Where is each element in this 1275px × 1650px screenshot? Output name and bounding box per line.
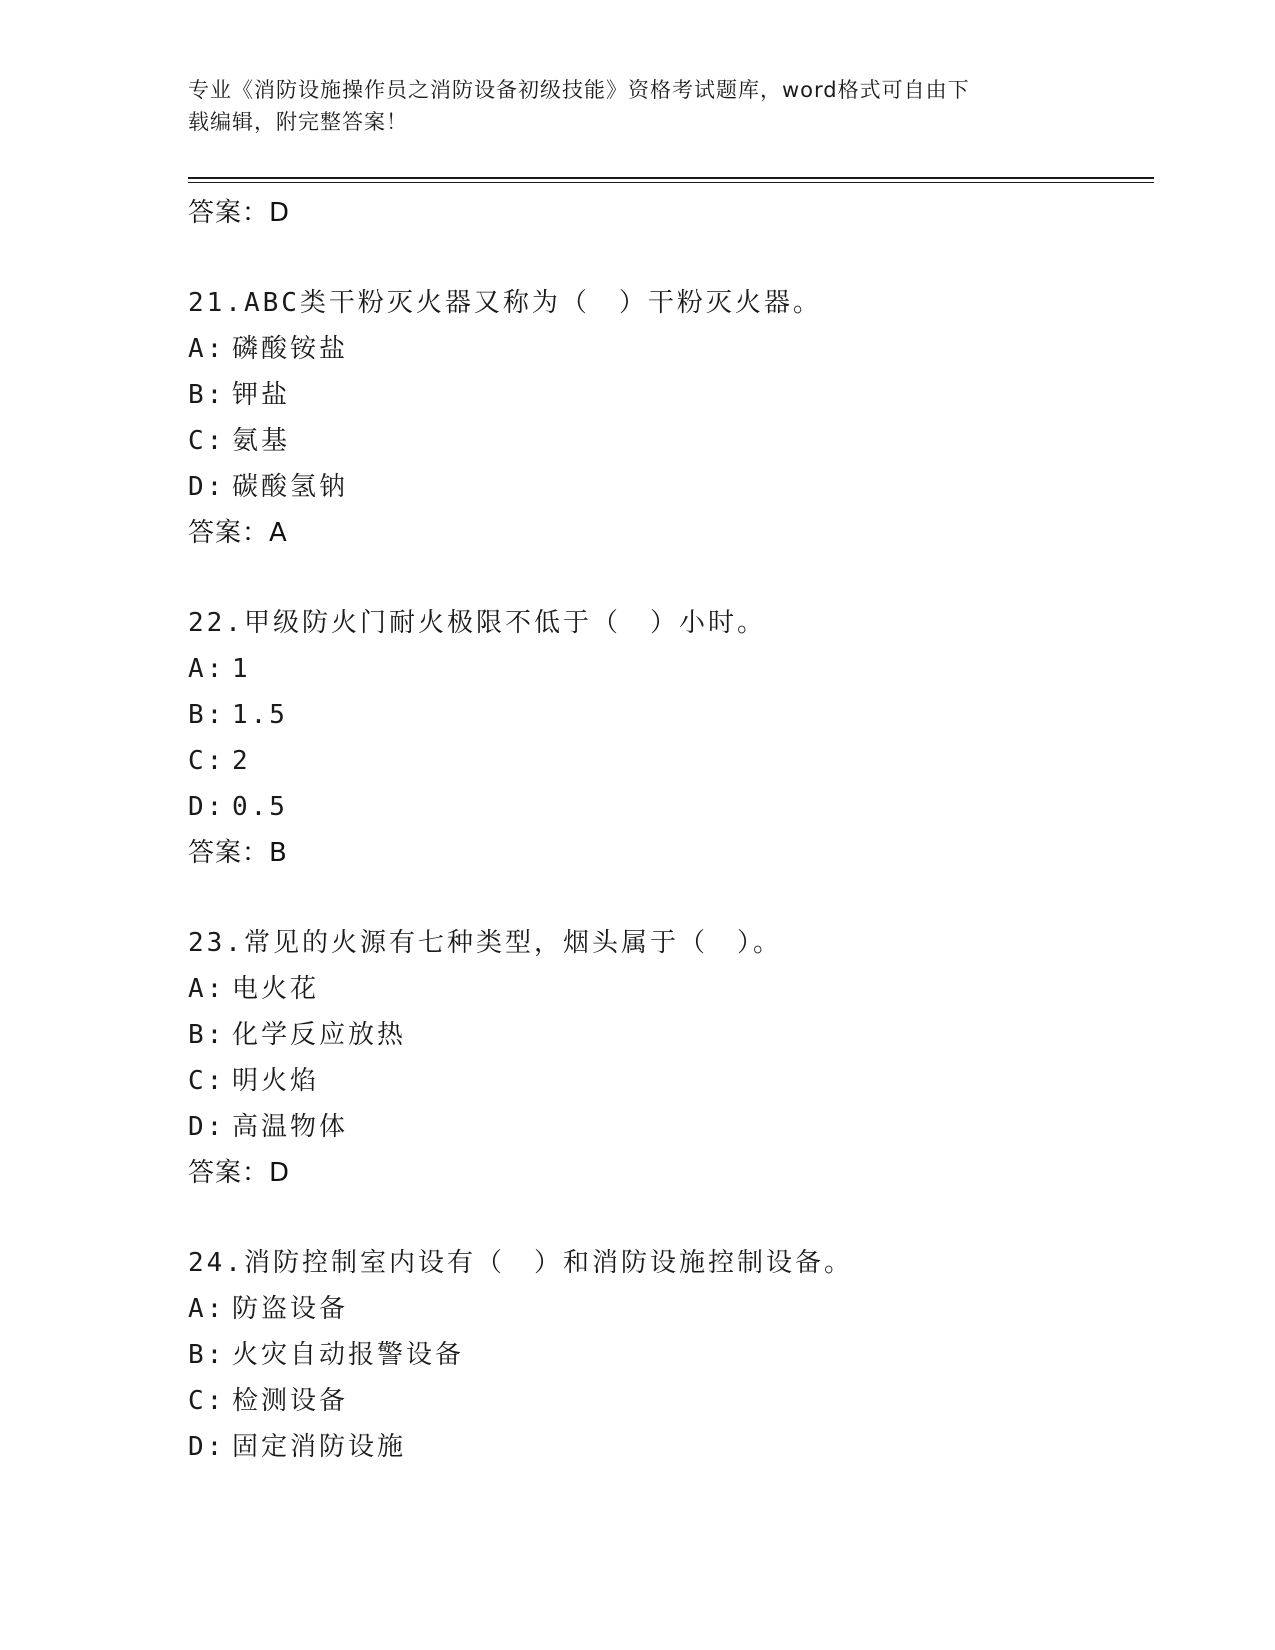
option-text: 0.5 [232,792,288,822]
document-header [188,74,1068,138]
option-c [188,1058,1148,1104]
option-key: D: [188,792,226,822]
option-key: A: [188,1294,226,1324]
header-line-2: 载编辑，附完整答案！ [188,110,408,134]
option-key: D: [188,1112,226,1142]
option-d [188,1424,1148,1470]
option-d [188,1104,1148,1150]
option-key: B: [188,700,226,730]
question-title: 24.消防控制室内设有（ ）和消防设施控制设备。 [188,1248,853,1278]
option-key: C: [188,1066,226,1096]
option-text: 检测设备 [232,1386,349,1416]
question-21 [188,280,1148,556]
option-key: B: [188,1020,226,1050]
question-23 [188,920,1148,1196]
option-d [188,784,1148,830]
question-title: 22.甲级防火门耐火极限不低于（ ）小时。 [188,608,766,638]
option-a [188,966,1148,1012]
option-text: 1.5 [232,700,288,730]
option-b [188,372,1148,418]
question-24 [188,1240,1148,1470]
question-title: 21.ABC类干粉灭火器又称为（ ）干粉灭火器。 [188,288,822,318]
option-b [188,1332,1148,1378]
option-d [188,464,1148,510]
option-a [188,646,1148,692]
option-text: 碳酸氢钠 [232,472,349,502]
question-answer: 答案：B [188,838,288,868]
option-text: 2 [232,746,251,776]
question-answer: 答案：D [188,1158,291,1188]
option-text: 固定消防设施 [232,1432,407,1462]
header-rule-thick [188,177,1154,179]
option-key: C: [188,1386,226,1416]
option-text: 氨基 [232,426,291,456]
option-text: 钾盐 [232,380,291,410]
option-c [188,418,1148,464]
option-b [188,692,1148,738]
option-text: 电火花 [232,974,320,1004]
header-rule-thin [188,182,1154,183]
option-text: 1 [232,654,251,684]
question-answer: 答案：A [188,518,288,548]
question-title: 23.常见的火源有七种类型，烟头属于（ ）。 [188,928,782,958]
option-key: C: [188,746,226,776]
option-text: 明火焰 [232,1066,320,1096]
header-line-1: 专业《消防设施操作员之消防设备初级技能》资格考试题库，word格式可自由下 [188,78,970,102]
option-a [188,1286,1148,1332]
option-b [188,1012,1148,1058]
option-text: 火灾自动报警设备 [232,1340,465,1370]
option-key: A: [188,974,226,1004]
question-list [188,190,1148,1514]
option-text: 化学反应放热 [232,1020,407,1050]
option-key: C: [188,426,226,456]
option-c [188,1378,1148,1424]
option-key: B: [188,380,226,410]
option-text: 磷酸铵盐 [232,334,349,364]
option-text: 高温物体 [232,1112,349,1142]
option-key: B: [188,1340,226,1370]
option-c [188,738,1148,784]
question-22 [188,600,1148,876]
previous-answer: 答案：D [188,198,291,228]
option-key: D: [188,1432,226,1462]
option-key: A: [188,334,226,364]
option-a [188,326,1148,372]
option-text: 防盗设备 [232,1294,349,1324]
option-key: A: [188,654,226,684]
option-key: D: [188,472,226,502]
